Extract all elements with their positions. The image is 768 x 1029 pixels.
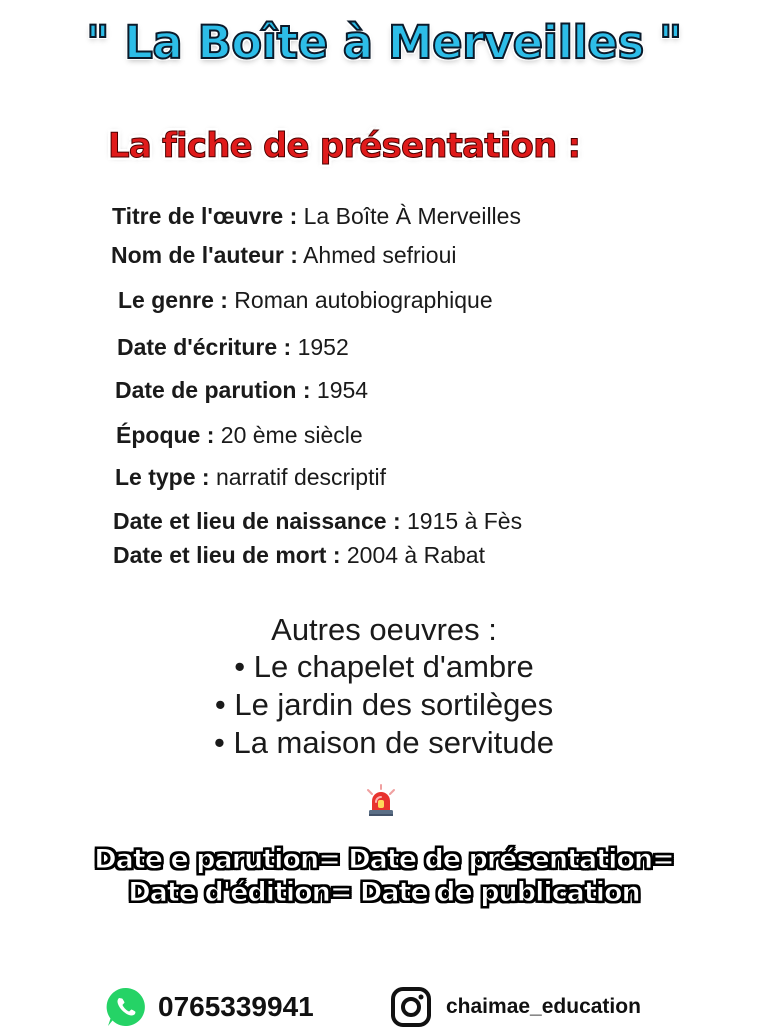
fiche-label: Le genre : (118, 287, 228, 313)
fiche-value: Ahmed sefrioui (297, 242, 457, 268)
whatsapp-icon (104, 985, 148, 1029)
fiche-heading: La fiche de présentation : (108, 126, 581, 166)
fiche-label: Date et lieu de mort : (113, 542, 341, 568)
fiche-line-auteur (111, 244, 456, 267)
instagram-icon (390, 986, 432, 1028)
fiche-value: 1954 (310, 377, 369, 403)
note-line-2: Date d'édition= Date de publication (128, 877, 640, 908)
fiche-label: Le type : (115, 464, 210, 490)
footer-phone (104, 986, 314, 1028)
fiche-line-type (115, 466, 386, 489)
fiche-line-genre (118, 289, 493, 312)
phone-number: 0765339941 (158, 991, 314, 1022)
fiche-label: Date de parution : (115, 377, 311, 403)
fiche-value: 20 ème siècle (214, 422, 363, 448)
rotating-light-icon (364, 784, 398, 820)
fiche-line-epoque (116, 424, 363, 447)
fiche-line-naissance (113, 510, 522, 533)
fiche-value: 1915 à Fès (400, 508, 523, 534)
fiche-label: Date et lieu de naissance : (113, 508, 401, 534)
fiche-value: 1952 (291, 334, 349, 360)
fiche-label: Époque : (116, 422, 215, 448)
other-work-item: • La maison de servitude (214, 725, 554, 760)
fiche-value: 2004 à Rabat (340, 542, 485, 568)
fiche-line-mort (113, 544, 485, 567)
other-work-item: • Le jardin des sortilèges (214, 687, 554, 722)
page-title: " La Boîte à Merveilles " (86, 16, 682, 69)
note-line-1: Date e parution= Date de présentation= (94, 844, 674, 875)
fiche-label: Nom de l'auteur : (111, 242, 298, 268)
fiche-label: Titre de l'œuvre : (112, 203, 298, 229)
other-work-item: • Le chapelet d'ambre (234, 649, 534, 684)
fiche-value: Roman autobiographique (227, 287, 493, 313)
fiche-line-parution (115, 379, 368, 402)
fiche-value: narratif descriptif (209, 464, 386, 490)
other-works-heading: Autres oeuvres : (271, 612, 497, 647)
fiche-value: La Boîte À Merveilles (297, 203, 521, 229)
footer-instagram (390, 986, 641, 1028)
fiche-line-titre (112, 205, 521, 228)
fiche-line-ecriture (117, 336, 349, 359)
instagram-handle: chaimae_education (446, 995, 641, 1018)
fiche-label: Date d'écriture : (117, 334, 292, 360)
